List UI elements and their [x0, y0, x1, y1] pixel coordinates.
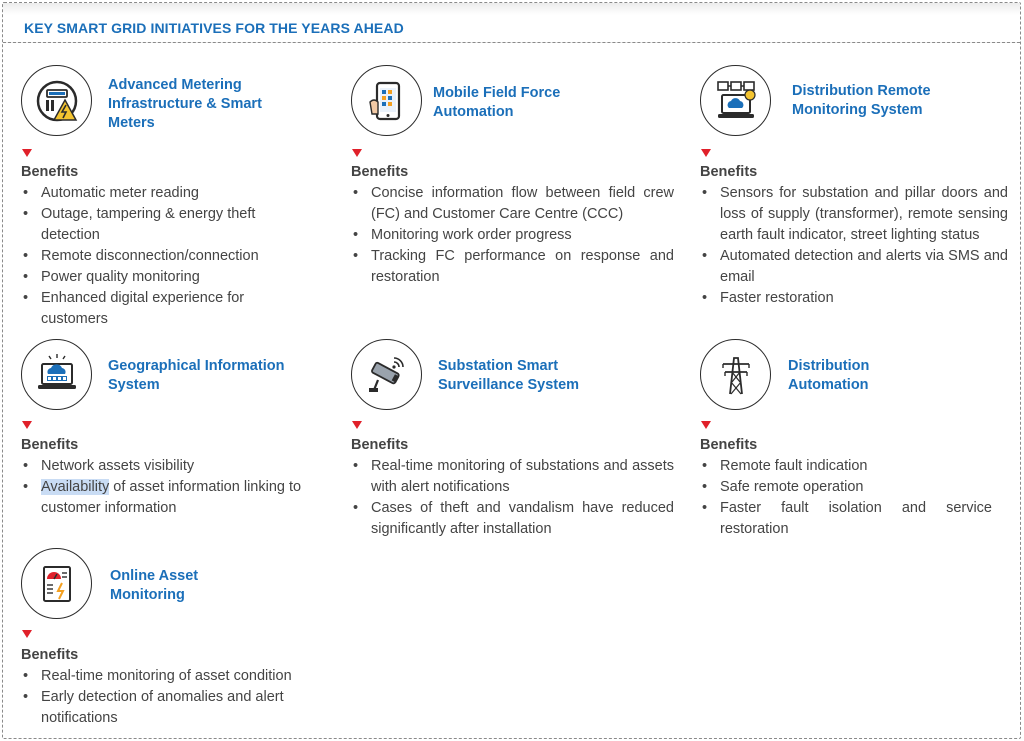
benefits-list — [700, 183, 1008, 309]
list-item: • Cases of theft and vandalism have reduced significantly after installation — [351, 498, 674, 540]
remote-monitoring-icon — [700, 65, 771, 136]
list-item: • Automatic meter reading — [21, 183, 286, 204]
initiative-title: Distribution Automation — [788, 358, 870, 393]
initiative-title: Online Asset Monitoring — [110, 568, 199, 603]
list-item: • Monitoring work order progress — [351, 225, 674, 246]
initiative-title: Distribution Remote Monitoring System — [792, 83, 931, 118]
initiative-card-online-asset-monitoring — [21, 548, 341, 733]
list-item: • Network assets visibility — [21, 456, 331, 477]
red-marker — [701, 149, 711, 157]
benefits-label: Benefits — [21, 437, 79, 453]
list-item: • Availability of asset information linking to customer information — [21, 477, 331, 519]
transmission-tower-icon — [700, 339, 771, 410]
list-item: • Sensors for substation and pillar doors and loss of supply (transformer), remote sensing earth fault indicator, street lighting status — [700, 183, 1008, 246]
initiative-title: Mobile Field Force Automation — [433, 85, 561, 120]
list-item: • Remote fault indication — [700, 456, 992, 477]
list-item: • Faster restoration — [700, 288, 1008, 309]
initiative-card-surveillance — [351, 339, 674, 539]
list-item: • Early detection of anomalies and alert notifications — [21, 687, 331, 729]
list-item: • Tracking FC performance on response and restoration — [351, 246, 674, 288]
smart-meter-icon — [21, 65, 92, 136]
list-item: • Remote disconnection/connection — [21, 246, 286, 267]
benefits-list — [21, 183, 286, 330]
initiative-title: Substation Smart Surveillance System — [438, 358, 580, 393]
benefits-label: Benefits — [700, 164, 758, 180]
highlighted-word[interactable]: Availability — [41, 479, 110, 495]
initiative-card-distribution-automation — [700, 339, 1020, 539]
red-marker — [22, 421, 32, 429]
list-item: • Real-time monitoring of substations and assets with alert notifications — [351, 456, 674, 498]
benefits-list — [351, 456, 674, 540]
list-item: • Safe remote operation — [700, 477, 992, 498]
title-bar — [3, 3, 1020, 43]
benefits-list — [351, 183, 674, 288]
mobile-phone-icon — [351, 65, 422, 136]
benefits-label: Benefits — [700, 437, 758, 453]
red-marker — [701, 421, 711, 429]
benefits-label: Benefits — [21, 647, 79, 663]
benefits-list — [21, 456, 331, 519]
benefits-label: Benefits — [351, 164, 409, 180]
red-marker — [352, 421, 362, 429]
red-marker — [22, 630, 32, 638]
asset-dashboard-icon — [21, 548, 92, 619]
initiative-title: Geographical Information System — [108, 358, 285, 393]
initiative-card-advanced-metering — [21, 65, 341, 335]
list-item: • Concise information flow between field crew (FC) and Customer Care Centre (CCC) — [351, 183, 674, 225]
benefits-list — [21, 666, 331, 729]
page-title: KEY SMART GRID INITIATIVES FOR THE YEARS AHEAD — [24, 20, 404, 36]
benefits-label: Benefits — [21, 164, 79, 180]
cctv-camera-icon — [351, 339, 422, 410]
red-marker — [22, 149, 32, 157]
benefits-list — [700, 456, 992, 540]
initiative-card-remote-monitoring — [700, 65, 1020, 335]
list-item: • Real-time monitoring of asset condition — [21, 666, 331, 687]
benefits-label: Benefits — [351, 437, 409, 453]
list-item: • Outage, tampering & energy theft detection — [21, 204, 286, 246]
red-marker — [352, 149, 362, 157]
gis-laptop-icon — [21, 339, 92, 410]
list-item: • Automated detection and alerts via SMS and email — [700, 246, 1008, 288]
list-item: • Power quality monitoring — [21, 267, 286, 288]
list-item: • Enhanced digital experience for customers — [21, 288, 286, 330]
initiative-title: Advanced Metering Infrastructure & Smart Meters — [108, 77, 262, 131]
initiative-card-gis — [21, 339, 341, 529]
list-item: • Faster fault isolation and service restoration — [700, 498, 992, 540]
initiative-card-mobile-field-force — [351, 65, 674, 305]
